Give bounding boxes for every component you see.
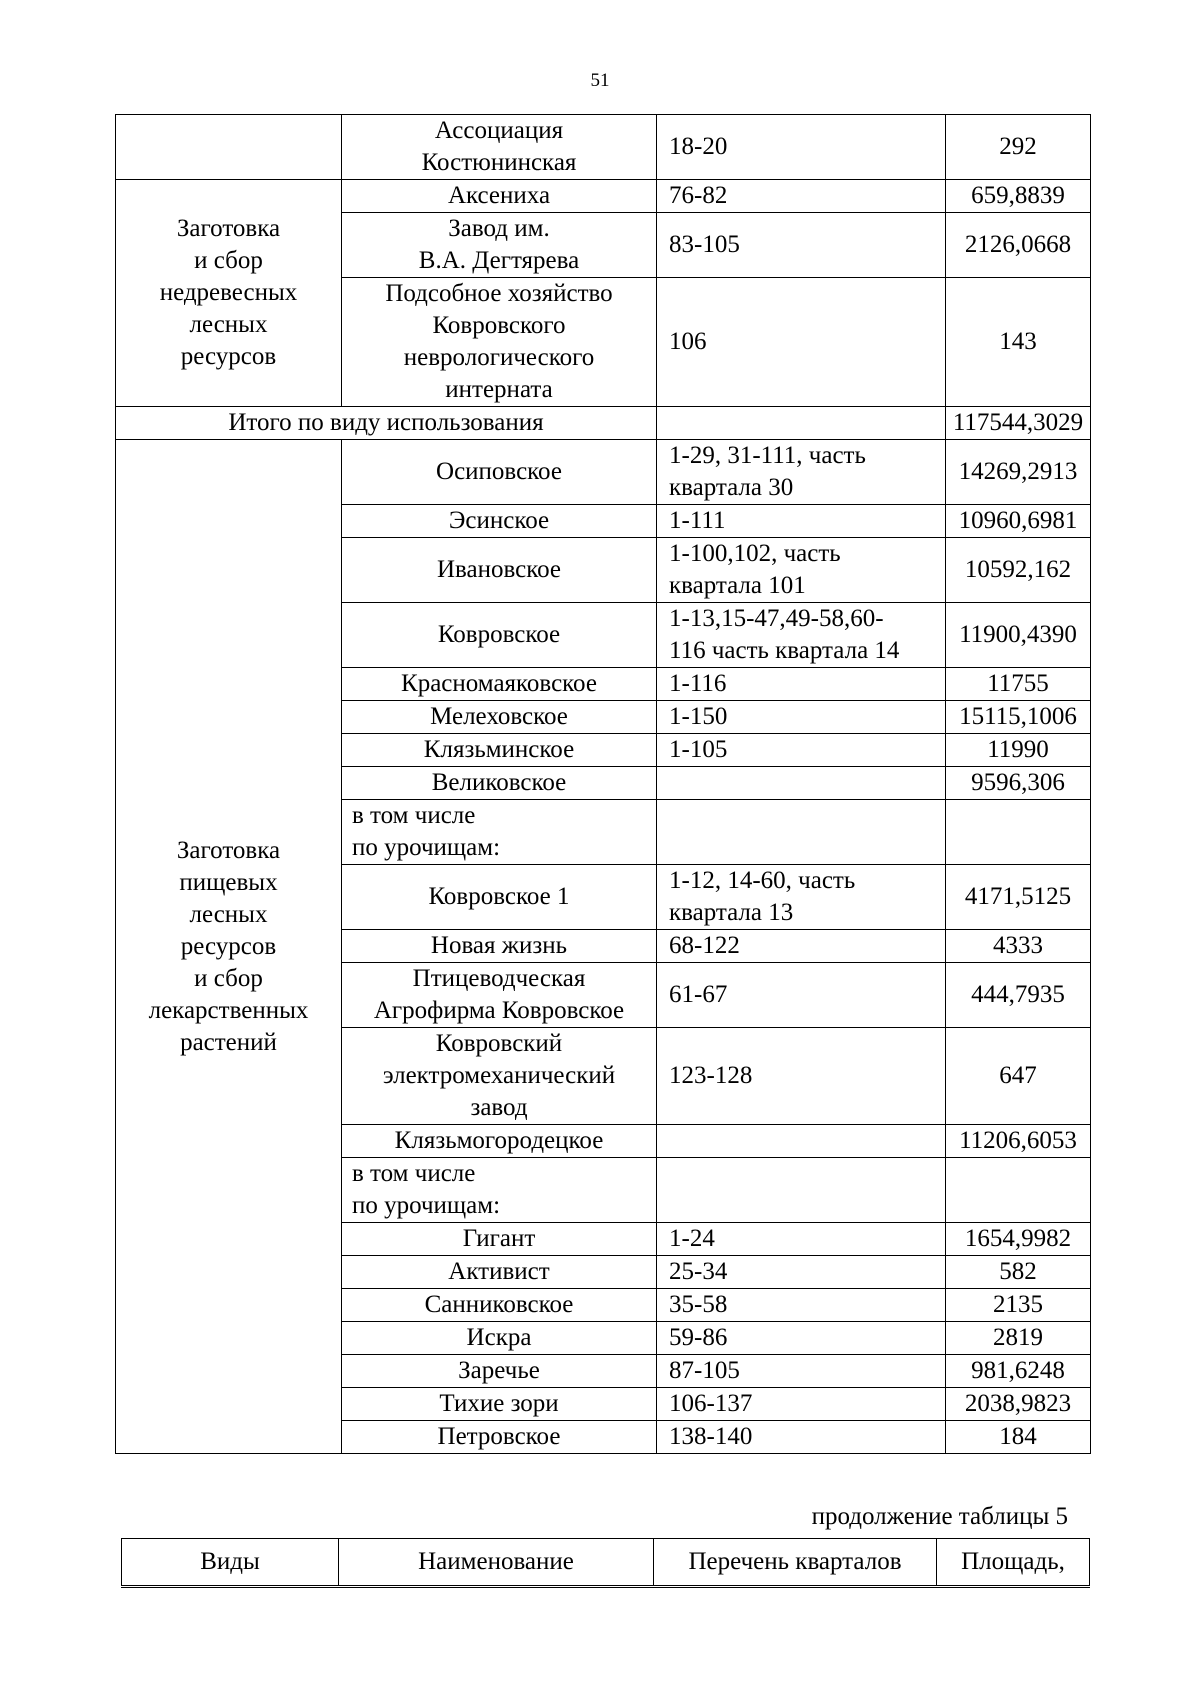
table-row: [116, 440, 1091, 505]
total-row: [116, 407, 1091, 440]
area-cell: 10592,162: [946, 538, 1091, 603]
quarters-cell: 1-13,15-47,49-58,60- 116 часть квартала 14: [657, 603, 946, 668]
table-row: [116, 180, 1091, 213]
quarters-cell: 123-128: [657, 1028, 946, 1125]
name-cell: Ассоциация Костюнинская: [342, 115, 657, 180]
name-cell: Гигант: [342, 1223, 657, 1256]
area-cell: [946, 1158, 1091, 1223]
name-cell: Красномаяковское: [342, 668, 657, 701]
area-cell: 4333: [946, 930, 1091, 963]
quarters-cell: 1-116: [657, 668, 946, 701]
area-cell: 184: [946, 1421, 1091, 1454]
header-row: [122, 1539, 1090, 1587]
continuation-header-table: [121, 1538, 1090, 1588]
area-cell: 143: [946, 278, 1091, 407]
area-cell: 9596,306: [946, 767, 1091, 800]
name-cell: Великовское: [342, 767, 657, 800]
quarters-cell: 1-29, 31-111, часть квартала 30: [657, 440, 946, 505]
quarters-cell: 1-100,102, часть квартала 101: [657, 538, 946, 603]
area-cell: 659,8839: [946, 180, 1091, 213]
quarters-cell: 68-122: [657, 930, 946, 963]
quarters-cell: 1-105: [657, 734, 946, 767]
quarters-cell: 61-67: [657, 963, 946, 1028]
category-cell: Заготовка пищевых лесных ресурсов и сбор лекарственных растений: [116, 440, 342, 1454]
name-cell: Заречье: [342, 1355, 657, 1388]
total-label: Итого по виду использования: [116, 407, 657, 440]
quarters-cell: 1-150: [657, 701, 946, 734]
area-cell: 292: [946, 115, 1091, 180]
area-cell: 10960,6981: [946, 505, 1091, 538]
area-cell: 11755: [946, 668, 1091, 701]
page-number: 51: [590, 70, 610, 91]
continuation-label: продолжение таблицы 5: [811, 1503, 1068, 1530]
name-cell: Ковровский электромеханический завод: [342, 1028, 657, 1125]
area-cell: 981,6248: [946, 1355, 1091, 1388]
quarters-cell: 1-24: [657, 1223, 946, 1256]
quarters-cell: 76-82: [657, 180, 946, 213]
area-cell: 2819: [946, 1322, 1091, 1355]
name-cell: Тихие зори: [342, 1388, 657, 1421]
header-cell-types: Виды: [122, 1539, 339, 1587]
area-cell: 11206,6053: [946, 1125, 1091, 1158]
name-cell: Ковровское: [342, 603, 657, 668]
quarters-cell: 106: [657, 278, 946, 407]
area-cell: 14269,2913: [946, 440, 1091, 505]
name-cell: Аксениха: [342, 180, 657, 213]
area-cell: 582: [946, 1256, 1091, 1289]
name-cell: Подсобное хозяйство Ковровского неврологического интерната: [342, 278, 657, 407]
area-cell: 2038,9823: [946, 1388, 1091, 1421]
quarters-cell: [657, 767, 946, 800]
area-cell: [946, 800, 1091, 865]
name-cell: Мелеховское: [342, 701, 657, 734]
area-cell: 11900,4390: [946, 603, 1091, 668]
header-cell-quarters: Перечень кварталов: [654, 1539, 937, 1587]
name-cell: Искра: [342, 1322, 657, 1355]
quarters-cell: [657, 407, 946, 440]
quarters-cell: 106-137: [657, 1388, 946, 1421]
area-cell: 11990: [946, 734, 1091, 767]
quarters-cell: [657, 1158, 946, 1223]
name-cell: Ивановское: [342, 538, 657, 603]
table-row: [116, 115, 1091, 180]
name-cell: Эсинское: [342, 505, 657, 538]
name-cell: Петровское: [342, 1421, 657, 1454]
quarters-cell: 35-58: [657, 1289, 946, 1322]
name-cell: Активист: [342, 1256, 657, 1289]
quarters-cell: [657, 1125, 946, 1158]
area-cell: 2126,0668: [946, 213, 1091, 278]
subgroup-note: в том числе по урочищам:: [342, 1158, 657, 1223]
header-cell-name: Наименование: [339, 1539, 654, 1587]
area-cell: 15115,1006: [946, 701, 1091, 734]
name-cell: Птицеводческая Агрофирма Ковровское: [342, 963, 657, 1028]
quarters-cell: 18-20: [657, 115, 946, 180]
subgroup-note: в том числе по урочищам:: [342, 800, 657, 865]
area-cell: 1654,9982: [946, 1223, 1091, 1256]
name-cell: Санниковское: [342, 1289, 657, 1322]
name-cell: Клязьминское: [342, 734, 657, 767]
name-cell: Осиповское: [342, 440, 657, 505]
category-cell: Заготовка и сбор недревесных лесных ресурсов: [116, 180, 342, 407]
name-cell: Ковровское 1: [342, 865, 657, 930]
area-cell: 4171,5125: [946, 865, 1091, 930]
quarters-cell: 1-111: [657, 505, 946, 538]
quarters-cell: 87-105: [657, 1355, 946, 1388]
area-cell: 444,7935: [946, 963, 1091, 1028]
header-cell-area: Площадь,: [937, 1539, 1090, 1587]
name-cell: Завод им. В.А. Дегтярева: [342, 213, 657, 278]
total-area: 117544,3029: [946, 407, 1091, 440]
area-cell: 2135: [946, 1289, 1091, 1322]
main-table: [115, 114, 1091, 1454]
quarters-cell: 1-12, 14-60, часть квартала 13: [657, 865, 946, 930]
category-cell: [116, 115, 342, 180]
quarters-cell: [657, 800, 946, 865]
quarters-cell: 25-34: [657, 1256, 946, 1289]
quarters-cell: 59-86: [657, 1322, 946, 1355]
name-cell: Клязьмогородецкое: [342, 1125, 657, 1158]
quarters-cell: 138-140: [657, 1421, 946, 1454]
quarters-cell: 83-105: [657, 213, 946, 278]
name-cell: Новая жизнь: [342, 930, 657, 963]
area-cell: 647: [946, 1028, 1091, 1125]
